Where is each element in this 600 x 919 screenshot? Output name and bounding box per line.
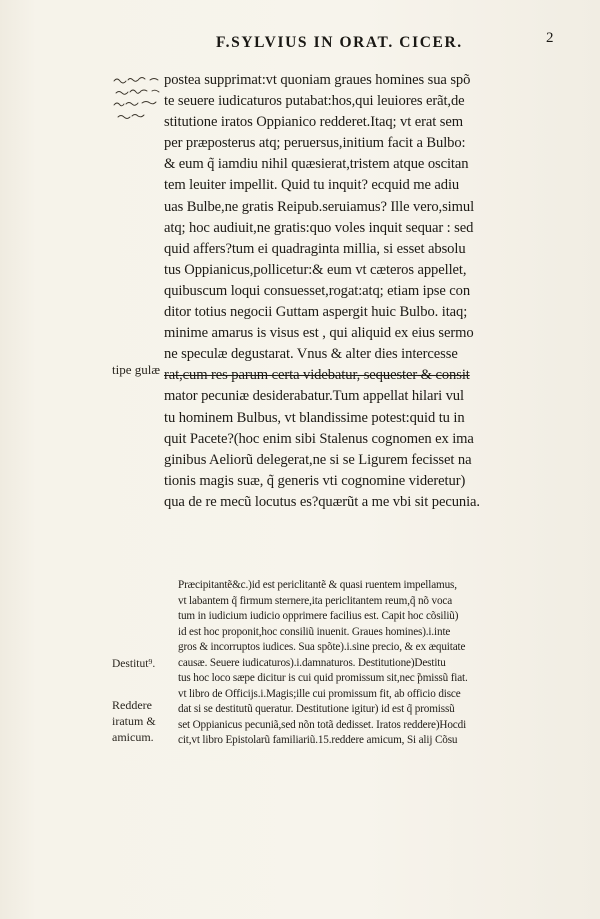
- text-line: ne speculæ degustarat. Vnus & alter dies intercesse: [164, 346, 458, 363]
- gloss-line: tum in iudicium iudicio opprimere facilius est. Capit hoc cõsiliũ): [178, 610, 459, 622]
- text-line: te seuere iudicaturos putabat:hos,qui leuiores erãt,de: [164, 93, 465, 110]
- text-line: ginibus Aeliorũ delegerat,ne si se Ligurem fecisset na: [164, 451, 472, 468]
- marginal-note-tipe-gulae: tipe gulæ: [112, 362, 161, 377]
- text-line: minime amarus is visus est , qui aliquid ex eius sermo: [164, 325, 474, 342]
- gloss-line: dat si se destitutũ queratur. Destitutione igitur) id est q̃ promissũ: [178, 703, 455, 715]
- gloss-line: vt libro de Officijs.i.Magis;ille cui promissum fit, ab officio disce: [178, 687, 461, 700]
- folio-number: 2: [546, 30, 554, 46]
- text-line: mator pecuniæ desiderabatur.Tum appellat hilari vul: [164, 388, 464, 405]
- text-line: quid affers?tum ei quadraginta millia, si esset absolu: [164, 240, 466, 257]
- text-line: ditor totius negocii Guttam aspergit huic Bulbo. itaq;: [164, 304, 468, 321]
- text-line: tem leuiter impellit. Quid tu inquit? ecquid me adiu: [164, 177, 460, 194]
- main-text-block: [164, 70, 594, 513]
- text-line: postea supprimat:vt quoniam graues homines sua spõ: [164, 72, 471, 88]
- text-line: uas Bulbe,ne gratis Reipub.seruiamus? Ille vero,simul: [164, 198, 475, 215]
- text-line: tus Oppianicus,pollicetur:& eum vt cæteros appellet,: [164, 261, 467, 278]
- gloss-line: cit,vt libro Epistolarũ familiariũ.15.reddere amicum, Si alij Cõsu: [178, 734, 458, 746]
- handwritten-annotation-icon: [112, 72, 168, 128]
- running-title: F.SYLVIUS IN ORAT. CICER.: [216, 34, 463, 51]
- marginal-line: amicum.: [112, 730, 154, 744]
- commentary-gloss-block: [178, 578, 598, 749]
- marginal-line: Reddere: [112, 698, 152, 712]
- gloss-line: vt labantem q̃ firmum sternere,ita periclitantem reum,q̃ nõ voca: [178, 594, 453, 607]
- text-line: tu hominem Bulbus, vt blandissime potest:quid tu in: [164, 409, 465, 426]
- text-line: quit Pacete?(hoc enim sibi Stalenus cognomen ex ima: [164, 430, 474, 447]
- gloss-line: id est hoc proponit,hoc consiliũ inuenit. Graues homines).i.inte: [178, 625, 451, 638]
- marginal-line: iratum &: [112, 714, 156, 728]
- text-line: & eum q̃ iamdiu nihil quæsierat,tristem atque oscitan: [164, 156, 469, 173]
- gloss-line: set Oppianicus pecuniã,sed nõn totã dedisset. Iratos reddere)Hocdi: [178, 718, 467, 731]
- gloss-line: tus hoc loco sæpe dicitur is cui quid promissum sit,nec ̃pmissũ fiat.: [178, 672, 468, 684]
- gloss-line: gros & incorruptos iudices. Sua spõte).i.sine precio, & ex æquitate: [178, 641, 466, 653]
- text-line: stitutione iratos Oppianico redderet.Itaq; vt erat sem: [164, 114, 463, 131]
- text-line-struck: rat,cum res parum certa videbatur, sequester & consit: [164, 367, 470, 384]
- text-line: per præposterus atq; peruersus,initium facit a Bulbo:: [164, 135, 466, 152]
- text-line: qua de re mecũ locutus es?quærũt a me vbi sit pecunia.: [164, 493, 480, 510]
- text-line: atq; hoc audiuit,ne gratis:quo voles inquit sequar : sed: [164, 219, 474, 236]
- gloss-line: causæ. Seuere iudicaturos).i.damnaturos. Destitutione)Destitu: [178, 656, 446, 669]
- text-line: quibuscum loqui consuesset,rogat:atq; etiam ipse con: [164, 282, 471, 299]
- marginal-note-destitutus: Destitut⁹.: [112, 658, 156, 670]
- text-line: tionis magis suæ, q̃ generis vti cognomine videretur): [164, 472, 466, 489]
- marginal-note-reddere: [112, 697, 156, 745]
- gloss-line: Præcipitantẽ&c.)id est periclitantẽ & quasi ruentem impellamus,: [178, 579, 457, 591]
